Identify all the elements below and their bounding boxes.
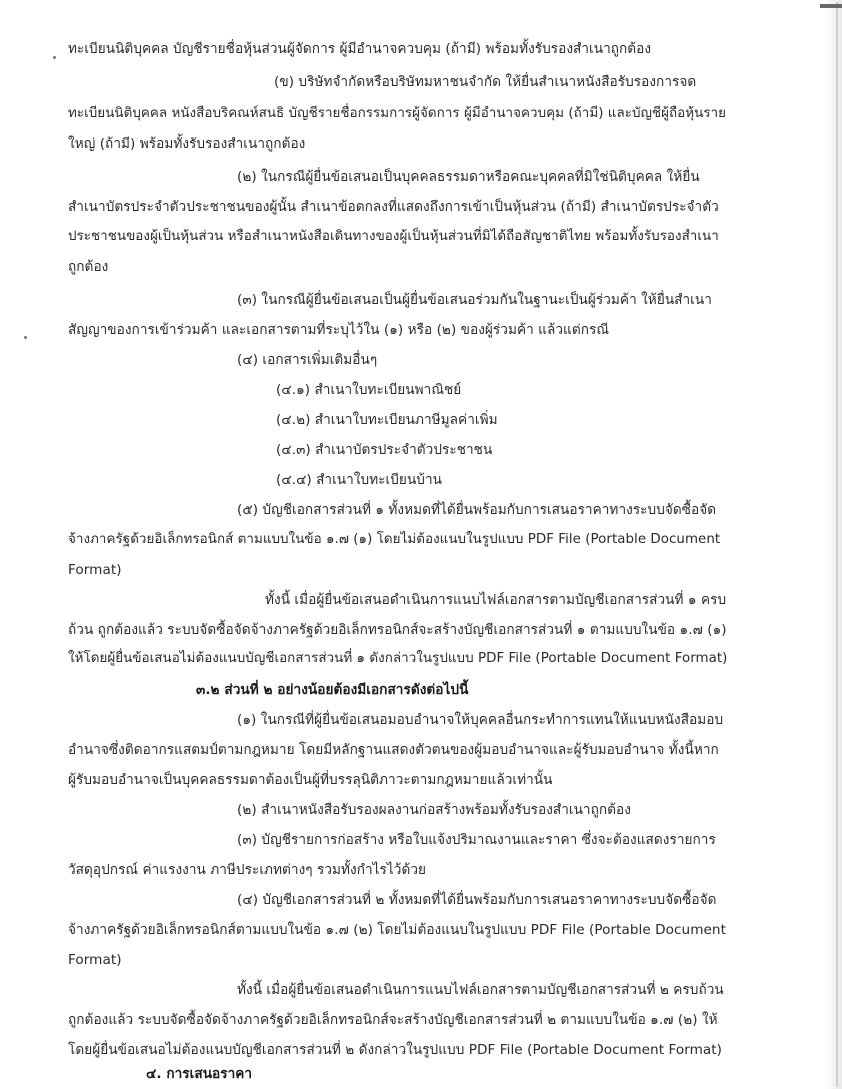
text-line: ถูกต้อง — [68, 259, 109, 275]
text-line: (๑) ในกรณีที่ผู้ยื่นข้อเสนอมอบอำนาจให้บุคคลอื่นกระทำการแทนให้แนบหนังสือมอบ — [237, 712, 724, 728]
scan-mark — [820, 4, 842, 8]
scan-speck — [24, 336, 27, 339]
text-line: (๒) ในกรณีผู้ยื่นข้อเสนอเป็นบุคคลธรรมดาหรือคณะบุคคลที่มิใช่นิติบุคคล ให้ยื่น — [237, 169, 700, 185]
text-line: อำนาจซึ่งติดอากรแสตมป์ตามกฎหมาย โดยมีหลักฐานแสดงตัวตนของผู้มอบอำนาจและผู้รับมอบอำนาจ ทั้งนี้หาก — [68, 742, 719, 758]
list-item: (๔.๒) สำเนาใบทะเบียนภาษีมูลค่าเพิ่ม — [276, 412, 498, 428]
text-line: Format) — [68, 562, 122, 578]
text-line: ใหญ่ (ถ้ามี) พร้อมทั้งรับรองสำเนาถูกต้อง — [68, 136, 306, 152]
list-item: (๔.๑) สำเนาใบทะเบียนพาณิชย์ — [276, 382, 462, 398]
text-line: ทั้งนี้ เมื่อผู้ยื่นข้อเสนอดำเนินการแนบไฟล์เอกสารตามบัญชีเอกสารส่วนที่ ๒ ครบถ้วน — [237, 982, 724, 998]
text-line: ทะเบียนนิติบุคคล บัญชีรายชื่อหุ้นส่วนผู้จัดการ ผู้มีอำนาจควบคุม (ถ้ามี) พร้อมทั้งรับรองสำเนาถูกต้อง — [68, 41, 652, 57]
list-item: (๔.๔) สำเนาใบทะเบียนบ้าน — [276, 472, 442, 488]
text-line: ทั้งนี้ เมื่อผู้ยื่นข้อเสนอดำเนินการแนบไฟล์เอกสารตามบัญชีเอกสารส่วนที่ ๑ ครบ — [265, 592, 727, 608]
text-line: ให้โดยผู้ยื่นข้อเสนอไม่ต้องแนบบัญชีเอกสารส่วนที่ ๑ ดังกล่าวในรูปแบบ PDF File (Portable Document Format) — [68, 651, 728, 666]
text-line: (๔) บัญชีเอกสารส่วนที่ ๒ ทั้งหมดที่ได้ยื่นพร้อมกับการเสนอราคาทางระบบจัดซื้อจัด — [237, 892, 717, 908]
section-heading: ๔. การเสนอราคา — [146, 1066, 253, 1082]
text-line: (๓) บัญชีรายการก่อสร้าง หรือใบแจ้งปริมาณงานและราคา ซึ่งจะต้องแสดงรายการ — [237, 832, 716, 848]
page-edge-shadow — [824, 0, 842, 1089]
text-line: (๕) บัญชีเอกสารส่วนที่ ๑ ทั้งหมดที่ได้ยื่นพร้อมกับการเสนอราคาทางระบบจัดซื้อจัด — [237, 502, 717, 518]
section-heading: ๓.๒ ส่วนที่ ๒ อย่างน้อยต้องมีเอกสารดังต่อไปนี้ — [196, 682, 469, 698]
text-line: จ้างภาครัฐด้วยอิเล็กทรอนิกส์ตามแบบในข้อ ๑.๗ (๒) โดยไม่ต้องแนบในรูปแบบ PDF File (Portable Document — [68, 922, 726, 938]
page-edge-line — [836, 2, 838, 1087]
text-line: สัญญาของการเข้าร่วมค้า และเอกสารตามที่ระบุไว้ใน (๑) หรือ (๒) ของผู้ร่วมค้า แล้วแต่กรณี — [68, 322, 610, 338]
text-line: Format) — [68, 952, 122, 968]
text-line: สำเนาบัตรประจำตัวประชาชนของผู้นั้น สำเนาข้อตกลงที่แสดงถึงการเข้าเป็นหุ้นส่วน (ถ้ามี) สำเนาบัตรประจำตัว — [68, 199, 719, 215]
text-line: (๒) สำเนาหนังสือรับรองผลงานก่อสร้างพร้อมทั้งรับรองสำเนาถูกต้อง — [237, 802, 631, 818]
text-line: โดยผู้ยื่นข้อเสนอไม่ต้องแนบบัญชีเอกสารส่วนที่ ๒ ดังกล่าวในรูปแบบ PDF File (Portable Document Format) — [68, 1042, 723, 1058]
text-line: วัสดุอุปกรณ์ ค่าแรงงาน ภาษีประเภทต่างๆ รวมทั้งกำไรไว้ด้วย — [68, 862, 427, 878]
list-item: (๔.๓) สำเนาบัตรประจำตัวประชาชน — [276, 442, 493, 458]
text-line: ถ้วน ถูกต้องแล้ว ระบบจัดซื้อจัดจ้างภาครัฐด้วยอิเล็กทรอนิกส์จะสร้างบัญชีเอกสารส่วนที่ ๑ ตามแบบในข้อ ๑.๗ (๑) — [68, 622, 727, 638]
text-line: ถูกต้องแล้ว ระบบจัดซื้อจัดจ้างภาครัฐด้วยอิเล็กทรอนิกส์จะสร้างบัญชีเอกสารส่วนที่ ๒ ตามแบบในข้อ ๑.๗ (๒) ให้ — [68, 1012, 718, 1028]
text-line: ประชาชนของผู้เป็นหุ้นส่วน หรือสำเนาหนังสือเดินทางของผู้เป็นหุ้นส่วนที่มิได้ถือสัญชาติไทย พร้อมทั้งรับรองสำเนา — [68, 229, 719, 244]
list-item: (๔) เอกสารเพิ่มเติมอื่นๆ — [237, 352, 378, 368]
text-line: (๓) ในกรณีผู้ยื่นข้อเสนอเป็นผู้ยื่นข้อเสนอร่วมกันในฐานะเป็นผู้ร่วมค้า ให้ยื่นสำเนา — [237, 292, 712, 308]
text-line: ทะเบียนนิติบุคคล หนังสือบริคณห์สนธิ บัญชีรายชื่อกรรมการผู้จัดการ ผู้มีอำนาจควบคุม (ถ้ามี) และบัญชีผู้ถือหุ้นราย — [68, 106, 727, 121]
scan-speck — [53, 56, 56, 59]
text-line: ผู้รับมอบอำนาจเป็นบุคคลธรรมดาต้องเป็นผู้ที่บรรลุนิติภาวะตามกฎหมายแล้วเท่านั้น — [68, 772, 553, 788]
text-line: จ้างภาครัฐด้วยอิเล็กทรอนิกส์ ตามแบบในข้อ ๑.๗ (๑) โดยไม่ต้องแนบในรูปแบบ PDF File (Portable Document — [68, 532, 721, 547]
text-line: (ข) บริษัทจำกัดหรือบริษัทมหาชนจำกัด ให้ยื่นสำเนาหนังสือรับรองการจด — [274, 74, 697, 90]
